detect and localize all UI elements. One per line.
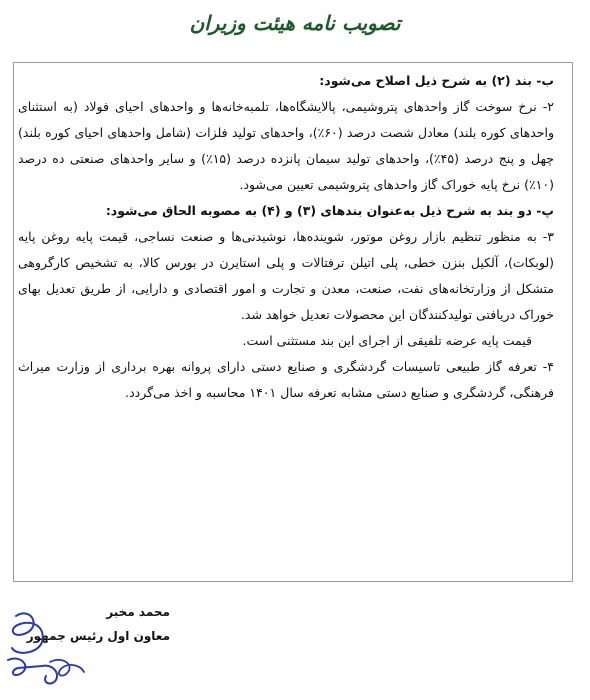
signatory-title: معاون اول رئیس جمهور (26, 629, 170, 643)
handwritten-signature (2, 598, 92, 698)
clause-p-heading: پ- دو بند به شرح ذیل به‌عنوان بندهای (۳) و (۴) به مصوبه الحاق می‌شود: (105, 203, 554, 218)
clause-3-paragraph: ۳- به منظور تنظیم بازار روغن موتور، شوینده‌ها، نوشیدنی‌ها و صنعت نساجی، قیمت پایه روغن پایه (لوبکات)، آلکیل بنزن خطی، پلی اتیلن ترفتالات و پلی استایرن در بورس کالا، به تشخیص کارگروهی متشکل از وزارتخانه‌های نفت، صنعت، معدن و تجارت و امور اقتصادی و دارایی، از طریق تعدیل بهای خوراک دریافتی تولیدکنندگان این محصولات تعدیل خواهد شد. (18, 229, 554, 322)
document-body (18, 68, 554, 406)
clause-4-paragraph: ۴- تعرفه گاز طبیعی تاسیسات گردشگری و صنایع دستی دارای پروانه بهره برداری از وزارت میراث فرهنگی، گردشگری و صنایع دستی مشابه تعرفه سال ۱۴۰۱ محاسبه و اخذ می‌گردد. (18, 359, 554, 400)
clause-2-paragraph: ۲- نرخ سوخت گاز واحدهای پتروشیمی، پالایشگاه‌ها، تلمبه‌خانه‌ها و واحدهای احیای فولاد (به استثنای واحدهای کوره بلند) معادل شصت درصد (۶۰٪)، واحدهای تولید فلزات (شامل واحدهای احیای کوره بلند) چهل و پنج درصد (۴۵٪)، واحدهای تولید سیمان پانزده درصد (۱۵٪) و سایر واحدهای صنعتی ده درصد (۱۰٪) نرخ پایه خوراک گاز واحدهای پتروشیمی تعیین می‌شود. (18, 99, 555, 192)
clause-b-heading: ب- بند (۲) به شرح ذیل اصلاح می‌شود: (319, 73, 554, 88)
signatory-name: محمد مخبر (106, 605, 170, 619)
clause-3-exception-note: قیمت پایه عرضه تلفیقی از اجرای این بند مستثنی است. (242, 333, 532, 348)
document-title: تصویب نامه هیئت وزیران (189, 11, 401, 35)
document-header (0, 6, 590, 40)
